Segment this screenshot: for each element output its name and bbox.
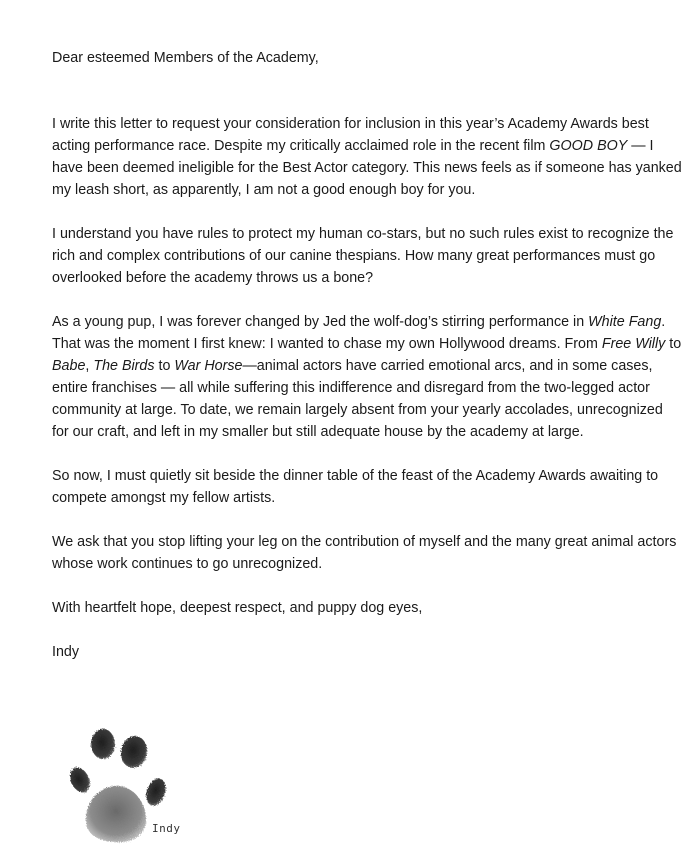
pawprint-signature: [56, 722, 196, 850]
film-title-white-fang: White Fang: [588, 314, 662, 330]
p3-text-c: to: [665, 336, 682, 352]
paw-main-pad: [86, 786, 146, 843]
paw-toe-1: [66, 764, 93, 795]
paw-toe-4: [143, 776, 169, 808]
paragraph-1: [52, 113, 682, 201]
paragraph-3: [52, 311, 682, 443]
paragraph-4: So now, I must quietly sit beside the dinner table of the feast of the Academy Awards awaiting to compete amongst my fellow artists.: [52, 468, 659, 506]
signature-name: Indy: [52, 644, 80, 660]
paw-toe-3: [118, 734, 149, 770]
paragraph-2: I understand you have rules to protect my human co-stars, but no such rules exist to recognize the rich and complex contributions of our canine thespians. How many great performances must go overlooked before the academy throws us a bone?: [52, 226, 674, 286]
closing-line: With heartfelt hope, deepest respect, and puppy dog eyes,: [52, 600, 423, 616]
p3-text-d: ,: [85, 358, 94, 374]
film-title-babe: Babe: [52, 358, 86, 374]
p3-text-e: to: [154, 358, 175, 374]
p3-text-f: —animal actors have carried emotional arcs, and in some cases, entire franchises — all while suffering this indifference and disregard from the two-legged actor community at large. To date, we remain largely absent from your yearly accolades, unrecognized for our craft, and left in my smaller but still adequate house by the academy at large.: [52, 358, 663, 440]
paragraph-5: We ask that you stop lifting your leg on the contribution of myself and the many great animal actors whose work continues to go unrecognized.: [52, 534, 677, 572]
film-title-good-boy: GOOD BOY: [549, 138, 628, 154]
film-title-war-horse: War Horse: [174, 358, 243, 374]
p3-text-a: As a young pup, I was forever changed by Jed the wolf-dog’s stirring performance in: [52, 314, 589, 330]
paw-toe-2: [91, 729, 115, 759]
p3-text-b: . That was the moment I first knew: I wanted to chase my own Hollywood dreams. From: [52, 314, 666, 352]
pawprint-label: Indy: [152, 822, 181, 835]
film-title-the-birds: The Birds: [93, 358, 155, 374]
p1-text-a: I write this letter to request your consideration for inclusion in this year’s Academy Awards best acting performance race. Despite my critically acclaimed role in the recent film: [52, 116, 649, 154]
letter-body: [52, 47, 682, 663]
film-title-free-willy: Free Willy: [601, 336, 666, 352]
greeting: Dear esteemed Members of the Academy,: [52, 50, 319, 66]
p1-text-b: — I have been deemed ineligible for the Best Actor category. This news feels as if someone has yanked my leash short, as apparently, I am not a good enough boy for you.: [52, 138, 682, 198]
